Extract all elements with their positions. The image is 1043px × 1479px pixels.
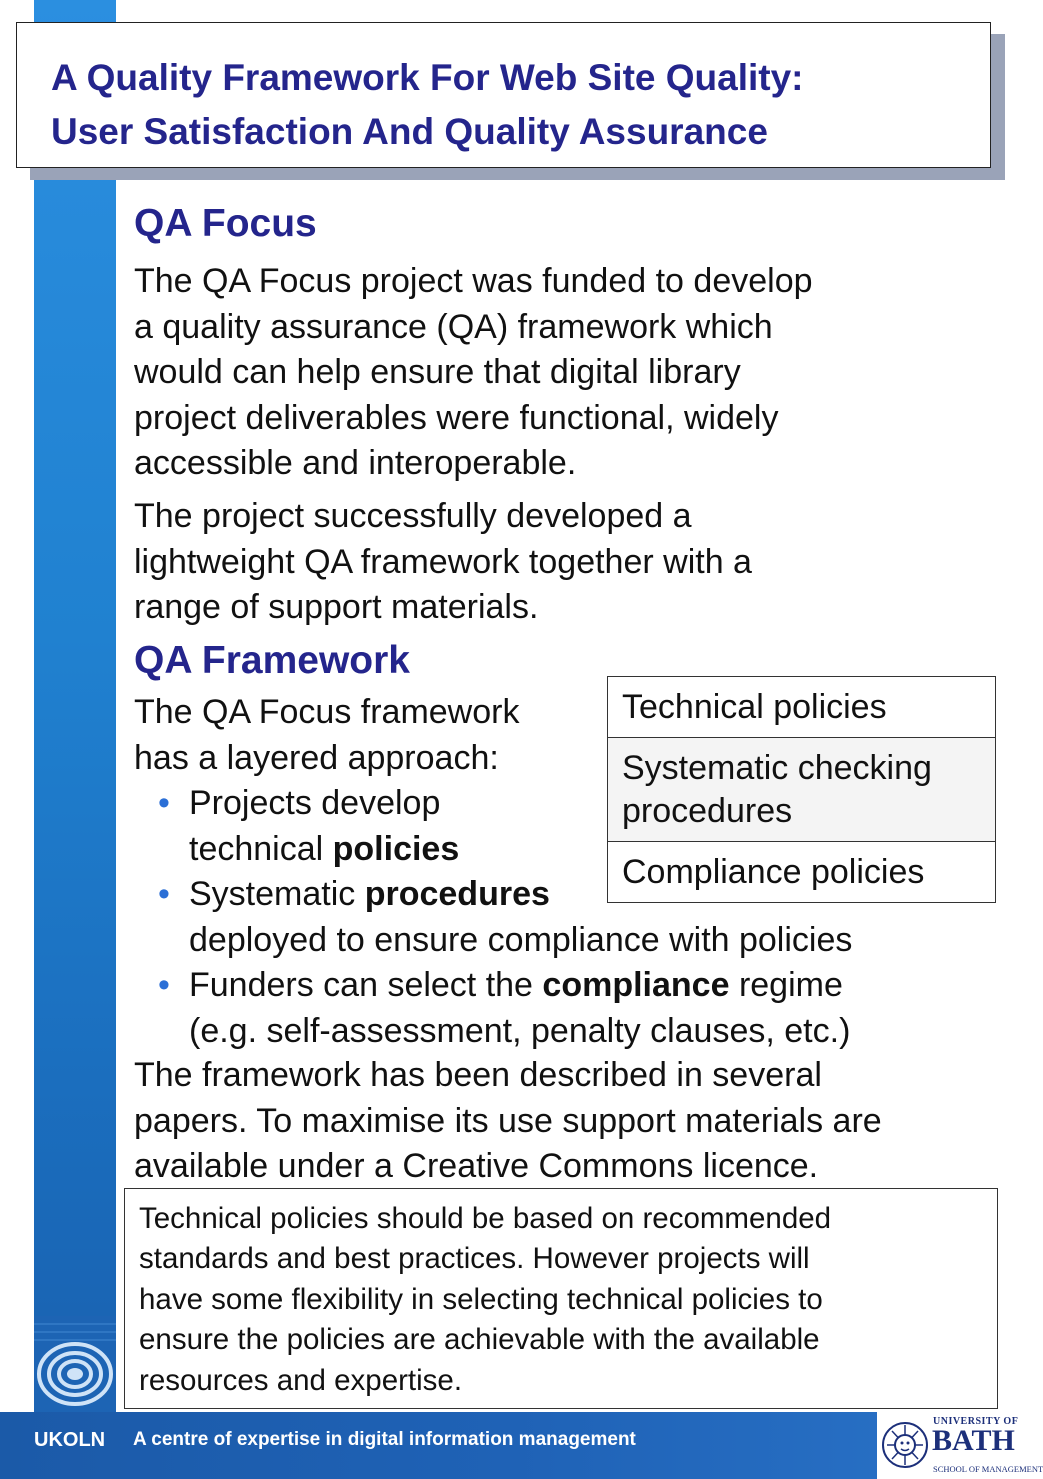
qa-focus-paragraph-2: The project successfully developed a lightweight QA framework together with a range of support materials.	[134, 497, 752, 626]
university-of-bath-logo	[877, 1412, 1043, 1479]
footer-tagline: A centre of expertise in digital information management	[133, 1429, 636, 1450]
bath-crest-icon	[881, 1416, 929, 1474]
page-title	[51, 51, 803, 159]
qa-focus-heading: QA Focus	[134, 202, 317, 245]
title-line-2: User Satisfaction And Quality Assurance	[51, 111, 768, 152]
footer-brand: UKOLN	[34, 1429, 106, 1451]
framework-layers-table	[607, 676, 996, 903]
list-item: • Funders can select the compliance regime (e.g. self-assessment, penalty clauses, etc.)	[158, 963, 958, 1054]
bath-logo-sub: SCHOOL OF MANAGEMENT	[933, 1464, 1043, 1474]
footer-bar	[0, 1412, 1024, 1479]
layer-compliance-policies: Compliance policies	[608, 841, 995, 902]
bath-logo-top: UNIVERSITY OF	[933, 1416, 1019, 1427]
left-sidebar-band	[34, 0, 116, 1412]
note-box	[124, 1188, 998, 1409]
bullet-icon: •	[158, 966, 170, 1004]
framework-closing-paragraph: The framework has been described in several papers. To maximise its use support materials are available under a Creative Commons licence.	[134, 1056, 882, 1185]
framework-intro: The QA Focus framework has a layered approach:	[134, 693, 520, 777]
qa-focus-paragraph-1: The QA Focus project was funded to develop a quality assurance (QA) framework which would can help ensure that digital library project deliverables were functional, widely accessible and interoperable.	[134, 262, 813, 482]
list-item: • Systematic procedures deployed to ensure compliance with policies	[158, 872, 958, 963]
title-line-1: A Quality Framework For Web Site Quality:	[51, 57, 804, 98]
layer-technical-policies: Technical policies	[608, 677, 995, 737]
qa-framework-heading: QA Framework	[134, 639, 410, 682]
title-box	[16, 22, 991, 168]
bullet-icon: •	[158, 784, 170, 822]
bath-logo-name: BATH	[932, 1424, 1015, 1457]
list-item: • Projects develop technical policies	[158, 781, 958, 872]
bullet-icon: •	[158, 875, 170, 913]
layer-systematic-checking: Systematic checking procedures	[608, 737, 995, 841]
ukoln-emblem-icon	[34, 1316, 116, 1412]
note-text: Technical policies should be based on recommended standards and best practices. However projects will have some flexibility in selecting technical policies to ensure the policies are achievable with the available resources and expertise.	[139, 1202, 832, 1397]
